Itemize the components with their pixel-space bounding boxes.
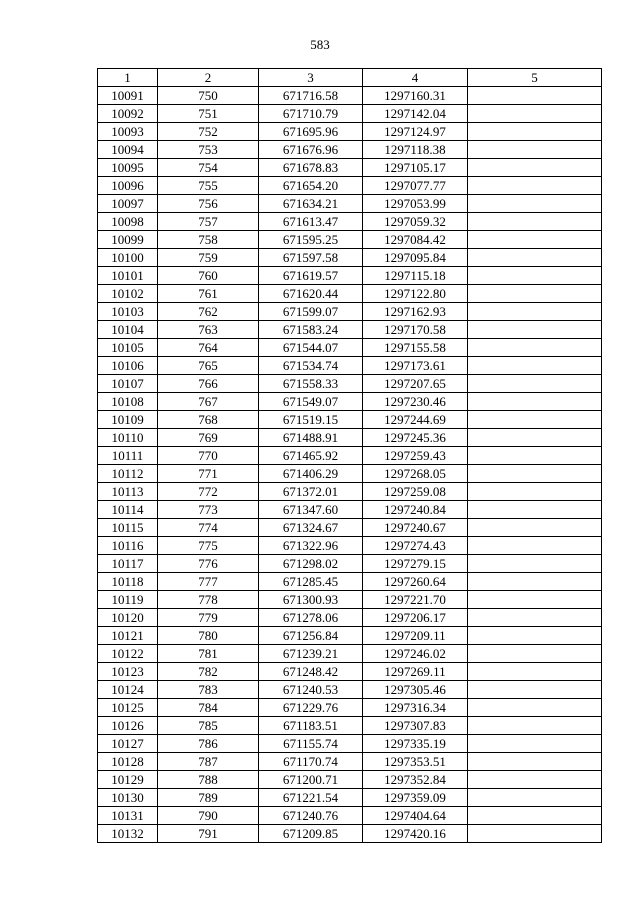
- table-cell: 766: [158, 375, 259, 393]
- table-row: [98, 825, 602, 843]
- table-cell: 789: [158, 789, 259, 807]
- table-cell: [468, 87, 602, 105]
- table-row: [98, 645, 602, 663]
- table-cell: 774: [158, 519, 259, 537]
- table-cell: 1297274.43: [363, 537, 468, 555]
- column-header: 5: [468, 69, 602, 87]
- table-cell: 10109: [98, 411, 158, 429]
- table-row: [98, 303, 602, 321]
- table-cell: [468, 537, 602, 555]
- table-cell: 10103: [98, 303, 158, 321]
- column-header: 4: [363, 69, 468, 87]
- table-cell: 671298.02: [259, 555, 363, 573]
- table-row: [98, 573, 602, 591]
- table-cell: 762: [158, 303, 259, 321]
- table-cell: 1297352.84: [363, 771, 468, 789]
- table-cell: 1297260.64: [363, 573, 468, 591]
- table-cell: [468, 501, 602, 519]
- table-cell: 764: [158, 339, 259, 357]
- table-cell: 790: [158, 807, 259, 825]
- table-cell: 671183.51: [259, 717, 363, 735]
- table-row: [98, 285, 602, 303]
- table-cell: 671695.96: [259, 123, 363, 141]
- table-cell: 10128: [98, 753, 158, 771]
- table-cell: [468, 375, 602, 393]
- table-cell: 671465.92: [259, 447, 363, 465]
- table-cell: [468, 321, 602, 339]
- table-row: [98, 591, 602, 609]
- table-cell: 1297122.80: [363, 285, 468, 303]
- table-cell: 10091: [98, 87, 158, 105]
- table-cell: 10131: [98, 807, 158, 825]
- table-cell: 10104: [98, 321, 158, 339]
- table-cell: 755: [158, 177, 259, 195]
- table-cell: 772: [158, 483, 259, 501]
- table-cell: 1297059.32: [363, 213, 468, 231]
- table-cell: 1297420.16: [363, 825, 468, 843]
- table-cell: 671619.57: [259, 267, 363, 285]
- table-cell: 752: [158, 123, 259, 141]
- table-cell: 1297118.38: [363, 141, 468, 159]
- table-cell: 10107: [98, 375, 158, 393]
- table-row: [98, 807, 602, 825]
- table-cell: [468, 465, 602, 483]
- table-cell: 786: [158, 735, 259, 753]
- table-row: [98, 123, 602, 141]
- table-cell: [468, 213, 602, 231]
- table-row: [98, 195, 602, 213]
- table-cell: 1297245.36: [363, 429, 468, 447]
- table-cell: 671300.93: [259, 591, 363, 609]
- table-cell: 671372.01: [259, 483, 363, 501]
- table-cell: 671248.42: [259, 663, 363, 681]
- table-cell: 671170.74: [259, 753, 363, 771]
- table-cell: 767: [158, 393, 259, 411]
- table-cell: 1297305.46: [363, 681, 468, 699]
- table-cell: 1297353.51: [363, 753, 468, 771]
- table-cell: [468, 267, 602, 285]
- table-cell: 671240.53: [259, 681, 363, 699]
- table-cell: 750: [158, 87, 259, 105]
- table-cell: 1297162.93: [363, 303, 468, 321]
- table-cell: 10126: [98, 717, 158, 735]
- table-cell: 10097: [98, 195, 158, 213]
- table-cell: 671654.20: [259, 177, 363, 195]
- header-row: [98, 69, 602, 87]
- table-cell: 671229.76: [259, 699, 363, 717]
- coordinates-table: [97, 68, 602, 843]
- table-row: [98, 231, 602, 249]
- table-cell: 759: [158, 249, 259, 267]
- table-cell: 1297124.97: [363, 123, 468, 141]
- table-row: [98, 411, 602, 429]
- table-cell: 791: [158, 825, 259, 843]
- table-cell: [468, 357, 602, 375]
- table-row: [98, 465, 602, 483]
- table-row: [98, 141, 602, 159]
- table-cell: 756: [158, 195, 259, 213]
- table-cell: [468, 699, 602, 717]
- table-cell: 10092: [98, 105, 158, 123]
- table-cell: 1297173.61: [363, 357, 468, 375]
- table-cell: 763: [158, 321, 259, 339]
- table-cell: [468, 591, 602, 609]
- table-cell: [468, 681, 602, 699]
- table-cell: 10117: [98, 555, 158, 573]
- table-row: [98, 555, 602, 573]
- table-cell: 1297269.11: [363, 663, 468, 681]
- table-cell: 1297207.65: [363, 375, 468, 393]
- table-cell: 10116: [98, 537, 158, 555]
- table-cell: 10132: [98, 825, 158, 843]
- table-row: [98, 105, 602, 123]
- table-cell: 1297307.83: [363, 717, 468, 735]
- table-cell: 1297105.17: [363, 159, 468, 177]
- table-row: [98, 789, 602, 807]
- table-row: [98, 177, 602, 195]
- table-cell: 10120: [98, 609, 158, 627]
- table-cell: [468, 609, 602, 627]
- table-cell: 671549.07: [259, 393, 363, 411]
- table-cell: 671595.25: [259, 231, 363, 249]
- table-cell: 783: [158, 681, 259, 699]
- table-cell: 671544.07: [259, 339, 363, 357]
- table-cell: 10125: [98, 699, 158, 717]
- table-cell: 671256.84: [259, 627, 363, 645]
- table-cell: [468, 753, 602, 771]
- table-row: [98, 753, 602, 771]
- table-cell: 760: [158, 267, 259, 285]
- table-cell: 671406.29: [259, 465, 363, 483]
- table-cell: 671613.47: [259, 213, 363, 231]
- table-row: [98, 699, 602, 717]
- table-cell: 10122: [98, 645, 158, 663]
- table-cell: 10115: [98, 519, 158, 537]
- table-cell: 1297404.64: [363, 807, 468, 825]
- table-cell: 1297170.58: [363, 321, 468, 339]
- table-cell: 10102: [98, 285, 158, 303]
- table-cell: 671620.44: [259, 285, 363, 303]
- table-cell: 10110: [98, 429, 158, 447]
- table-cell: 671583.24: [259, 321, 363, 339]
- table-cell: 671678.83: [259, 159, 363, 177]
- table-cell: 782: [158, 663, 259, 681]
- table-cell: 1297259.08: [363, 483, 468, 501]
- table-cell: [468, 663, 602, 681]
- table-cell: 671676.96: [259, 141, 363, 159]
- table-row: [98, 393, 602, 411]
- table-cell: [468, 825, 602, 843]
- table-cell: 671221.54: [259, 789, 363, 807]
- table-cell: 10121: [98, 627, 158, 645]
- table-cell: 1297160.31: [363, 87, 468, 105]
- column-header: 3: [259, 69, 363, 87]
- table-cell: 671322.96: [259, 537, 363, 555]
- table-cell: [468, 231, 602, 249]
- table-cell: 1297053.99: [363, 195, 468, 213]
- table-cell: 1297359.09: [363, 789, 468, 807]
- table-cell: 10106: [98, 357, 158, 375]
- table-cell: 1297279.15: [363, 555, 468, 573]
- table-cell: 10113: [98, 483, 158, 501]
- table-cell: 754: [158, 159, 259, 177]
- table-cell: 10118: [98, 573, 158, 591]
- table-cell: 10112: [98, 465, 158, 483]
- table-cell: 1297155.58: [363, 339, 468, 357]
- table-row: [98, 249, 602, 267]
- table-row: [98, 339, 602, 357]
- table-cell: 1297206.17: [363, 609, 468, 627]
- table-cell: 1297240.84: [363, 501, 468, 519]
- table-row: [98, 159, 602, 177]
- table-cell: 1297221.70: [363, 591, 468, 609]
- column-header: 1: [98, 69, 158, 87]
- table-cell: 10108: [98, 393, 158, 411]
- table-row: [98, 771, 602, 789]
- table-row: [98, 735, 602, 753]
- table-cell: [468, 339, 602, 357]
- table-cell: 671324.67: [259, 519, 363, 537]
- table-cell: [468, 285, 602, 303]
- table-cell: 10111: [98, 447, 158, 465]
- table-cell: [468, 411, 602, 429]
- table-cell: 10095: [98, 159, 158, 177]
- table-cell: [468, 483, 602, 501]
- table-cell: [468, 249, 602, 267]
- table-cell: 1297316.34: [363, 699, 468, 717]
- table-cell: 671716.58: [259, 87, 363, 105]
- table-row: [98, 609, 602, 627]
- table-cell: 10100: [98, 249, 158, 267]
- table-cell: 787: [158, 753, 259, 771]
- table-cell: 777: [158, 573, 259, 591]
- table-cell: 776: [158, 555, 259, 573]
- table-cell: [468, 429, 602, 447]
- table-cell: [468, 393, 602, 411]
- table-row: [98, 87, 602, 105]
- table-cell: 10124: [98, 681, 158, 699]
- table-cell: [468, 735, 602, 753]
- page-number: 583: [310, 37, 330, 52]
- table-cell: [468, 789, 602, 807]
- table-cell: [468, 141, 602, 159]
- table-cell: 10123: [98, 663, 158, 681]
- table-cell: 10130: [98, 789, 158, 807]
- table-row: [98, 357, 602, 375]
- table-cell: 758: [158, 231, 259, 249]
- table-cell: 1297142.04: [363, 105, 468, 123]
- table-cell: 781: [158, 645, 259, 663]
- table-cell: 788: [158, 771, 259, 789]
- table-cell: 671239.21: [259, 645, 363, 663]
- table-cell: 10098: [98, 213, 158, 231]
- table-row: [98, 681, 602, 699]
- table-cell: [468, 447, 602, 465]
- table-cell: 771: [158, 465, 259, 483]
- table-cell: 671534.74: [259, 357, 363, 375]
- table-cell: 784: [158, 699, 259, 717]
- table-cell: [468, 627, 602, 645]
- table-cell: 778: [158, 591, 259, 609]
- table-cell: 753: [158, 141, 259, 159]
- table-cell: 10093: [98, 123, 158, 141]
- table-cell: 757: [158, 213, 259, 231]
- table-cell: 671597.58: [259, 249, 363, 267]
- table-cell: [468, 195, 602, 213]
- table-body: [98, 87, 602, 843]
- table-cell: 1297240.67: [363, 519, 468, 537]
- table-cell: [468, 519, 602, 537]
- table-row: [98, 663, 602, 681]
- table-cell: 765: [158, 357, 259, 375]
- table-cell: 671634.21: [259, 195, 363, 213]
- table-cell: 1297246.02: [363, 645, 468, 663]
- table-cell: 671710.79: [259, 105, 363, 123]
- table-cell: 1297244.69: [363, 411, 468, 429]
- table-cell: 10105: [98, 339, 158, 357]
- table-cell: 671558.33: [259, 375, 363, 393]
- table-cell: 671519.15: [259, 411, 363, 429]
- table-row: [98, 447, 602, 465]
- table-cell: 1297077.77: [363, 177, 468, 195]
- table-cell: [468, 555, 602, 573]
- table-cell: 10096: [98, 177, 158, 195]
- table-cell: 1297209.11: [363, 627, 468, 645]
- table-cell: 671155.74: [259, 735, 363, 753]
- table-cell: 751: [158, 105, 259, 123]
- table-cell: 10101: [98, 267, 158, 285]
- table-cell: 10127: [98, 735, 158, 753]
- table-cell: 768: [158, 411, 259, 429]
- table-cell: [468, 573, 602, 591]
- table-cell: [468, 807, 602, 825]
- table-cell: 671347.60: [259, 501, 363, 519]
- table-row: [98, 213, 602, 231]
- table-cell: 10099: [98, 231, 158, 249]
- table-cell: 10114: [98, 501, 158, 519]
- table-cell: 10119: [98, 591, 158, 609]
- table-cell: 775: [158, 537, 259, 555]
- table-cell: [468, 645, 602, 663]
- table-cell: [468, 771, 602, 789]
- table-cell: 1297115.18: [363, 267, 468, 285]
- table-cell: 1297230.46: [363, 393, 468, 411]
- column-header: 2: [158, 69, 259, 87]
- table-cell: 671240.76: [259, 807, 363, 825]
- table-cell: [468, 159, 602, 177]
- table-cell: 1297259.43: [363, 447, 468, 465]
- table-cell: [468, 105, 602, 123]
- table-cell: 779: [158, 609, 259, 627]
- table-row: [98, 519, 602, 537]
- table-cell: 671285.45: [259, 573, 363, 591]
- table-cell: 1297335.19: [363, 735, 468, 753]
- table-cell: 761: [158, 285, 259, 303]
- table-cell: 671200.71: [259, 771, 363, 789]
- table-cell: 671488.91: [259, 429, 363, 447]
- table-cell: 10129: [98, 771, 158, 789]
- table-row: [98, 537, 602, 555]
- table-cell: [468, 177, 602, 195]
- table-cell: 770: [158, 447, 259, 465]
- table-row: [98, 483, 602, 501]
- table-cell: 780: [158, 627, 259, 645]
- table-cell: 1297095.84: [363, 249, 468, 267]
- table-cell: 1297268.05: [363, 465, 468, 483]
- table-row: [98, 267, 602, 285]
- table-cell: [468, 303, 602, 321]
- table-cell: 10094: [98, 141, 158, 159]
- table-cell: 671278.06: [259, 609, 363, 627]
- table-cell: [468, 717, 602, 735]
- table-row: [98, 501, 602, 519]
- table-row: [98, 627, 602, 645]
- table-cell: 769: [158, 429, 259, 447]
- table-cell: 671209.85: [259, 825, 363, 843]
- table-cell: 1297084.42: [363, 231, 468, 249]
- table-cell: 773: [158, 501, 259, 519]
- table-row: [98, 321, 602, 339]
- table-cell: 671599.07: [259, 303, 363, 321]
- table-row: [98, 429, 602, 447]
- table-row: [98, 375, 602, 393]
- table-cell: [468, 123, 602, 141]
- table-row: [98, 717, 602, 735]
- table-cell: 785: [158, 717, 259, 735]
